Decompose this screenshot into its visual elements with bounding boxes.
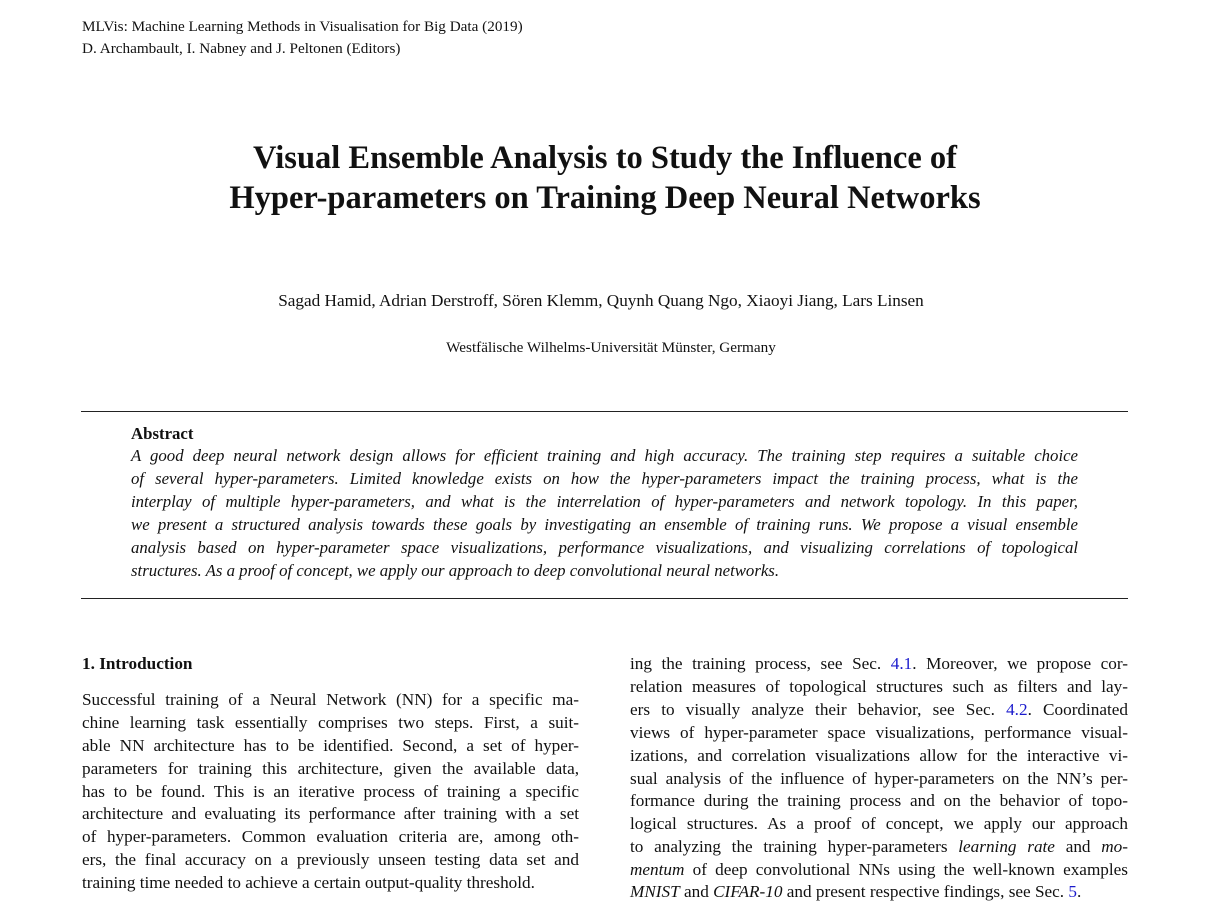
text-span: and present respective findings, see Sec. xyxy=(782,882,1069,901)
body-text-line: of hyper-parameters. Common evaluation criteria are, among oth- xyxy=(82,827,579,846)
text-span: and xyxy=(1054,837,1102,856)
body-text-line: logical structures. As a proof of concept, we apply our approach xyxy=(630,814,1128,833)
abstract-bottom-rule xyxy=(81,598,1128,599)
body-text-line: architecture and evaluating its performance after training with a set xyxy=(82,804,579,823)
body-text-line: training time needed to achieve a certain output-quality threshold. xyxy=(82,873,535,892)
text-span: . xyxy=(1076,882,1082,901)
dataset-mnist: MNIST xyxy=(630,882,680,901)
text-span: ers to visually analyze their behavior, see Sec. xyxy=(630,700,1007,719)
term-momentum-part: mo- xyxy=(1101,837,1128,856)
text-span: to analyzing the training hyper-parameters xyxy=(630,837,959,856)
author-list: Sagad Hamid, Adrian Derstroff, Sören Klemm, Quynh Quang Ngo, Xiaoyi Jiang, Lars Linsen xyxy=(278,291,924,310)
abstract-line: analysis based on hyper-parameter space visualizations, performance visualizations, and visualizing correlations of topological xyxy=(131,538,1078,557)
editors-line: D. Archambault, I. Nabney and J. Peltonen (Editors) xyxy=(82,40,401,57)
text-span: of deep convolutional NNs using the well-known examples xyxy=(684,860,1128,879)
body-text-line xyxy=(630,836,1128,858)
text-span: ing the training process, see Sec. xyxy=(630,654,891,673)
affiliation: Westfälische Wilhelms-Universität Münster, Germany xyxy=(446,339,776,356)
text-span: . Coordinated xyxy=(1027,700,1129,719)
paper-title-line-1: Visual Ensemble Analysis to Study the Influence of xyxy=(253,140,957,176)
abstract-line: of several hyper-parameters. Limited knowledge exists on how the hyper-parameters impact the training process, what is the xyxy=(131,469,1078,488)
abstract-line: structures. As a proof of concept, we apply our approach to deep convolutional neural networks. xyxy=(131,561,780,580)
body-text-line: relation measures of topological structures such as filters and lay- xyxy=(630,677,1128,696)
paper-title-line-2: Hyper-parameters on Training Deep Neural Networks xyxy=(229,180,981,216)
body-text-line: sual analysis of the influence of hyper-parameters on the NN’s per- xyxy=(630,769,1128,788)
body-text-line: has to be found. This is an iterative process of training a specific xyxy=(82,782,579,801)
text-span: and xyxy=(679,882,714,901)
dataset-cifar10: CIFAR-10 xyxy=(713,882,783,901)
abstract-line: we present a structured analysis towards these goals by investigating an ensemble of training runs. We propose a visual ensemble xyxy=(131,515,1078,534)
section-heading-introduction: 1. Introduction xyxy=(82,654,193,673)
body-text-line: ers, the final accuracy on a previously unseen testing data set and xyxy=(82,850,579,869)
term-momentum-part: mentum xyxy=(630,860,685,879)
section-link-5[interactable]: 5 xyxy=(1068,882,1077,901)
abstract-heading: Abstract xyxy=(131,424,194,443)
body-text-line xyxy=(630,653,1128,675)
abstract-top-rule xyxy=(81,411,1128,412)
abstract-line: A good deep neural network design allows for efficient training and high accuracy. The training step requires a suitable choice xyxy=(131,446,1078,465)
body-text-line: parameters for training this architecture, given the available data, xyxy=(82,759,579,778)
body-text-line xyxy=(630,859,1128,881)
venue-line: MLVis: Machine Learning Methods in Visualisation for Big Data (2019) xyxy=(82,18,523,35)
body-text-line: views of hyper-parameter space visualizations, performance visual- xyxy=(630,723,1128,742)
text-span: . Moreover, we propose cor- xyxy=(912,654,1128,673)
body-text-line: able NN architecture has to be identified. Second, a set of hyper- xyxy=(82,736,579,755)
body-text-line: chine learning task essentially comprises two steps. First, a suit- xyxy=(82,713,579,732)
section-link-4-1[interactable]: 4.1 xyxy=(890,654,913,673)
abstract-line: interplay of multiple hyper-parameters, and what is the interrelation of hyper-parameters and network topology. In this paper, xyxy=(131,492,1078,511)
body-text-line xyxy=(630,699,1128,721)
body-text-line: Successful training of a Neural Network (NN) for a specific ma- xyxy=(82,690,579,709)
body-text-line xyxy=(630,881,1128,903)
section-link-4-2[interactable]: 4.2 xyxy=(1006,700,1028,719)
term-learning-rate: learning rate xyxy=(958,837,1055,856)
body-text-line: formance during the training process and on the behavior of topo- xyxy=(630,791,1128,810)
body-text-line: izations, and correlation visualizations allow for the interactive vi- xyxy=(630,746,1128,765)
